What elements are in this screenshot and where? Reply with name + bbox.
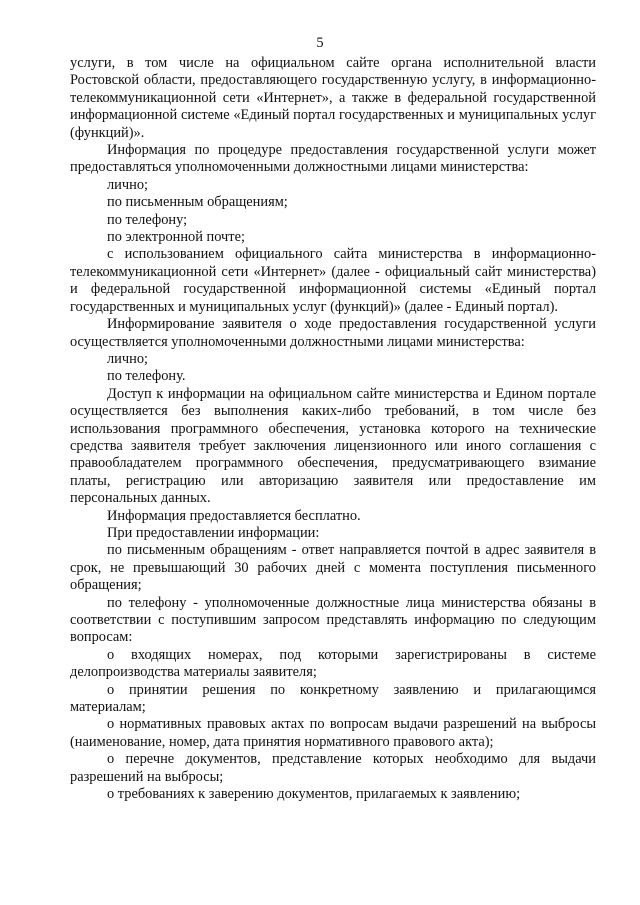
list-item: о входящих номерах, под которыми зарегистрированы в системе делопроизводства материалы заявителя; <box>70 646 596 681</box>
page-number: 5 <box>316 35 324 51</box>
paragraph: При предоставлении информации: <box>107 524 320 541</box>
list-item: о требованиях к заверению документов, прилагаемых к заявлению; <box>107 786 521 803</box>
list-item: по телефону. <box>107 368 186 385</box>
paragraph: услуги, в том числе на официальном сайте органа исполнительной власти Ростовской области, предоставляющего государственную услугу, в информационно-телекоммуникационной сети «Интернет», а также в федеральной государственной информационной системе «Единый портал государственных и муниципальных услуг (функций)». <box>70 55 596 141</box>
list-item: о принятии решения по конкретному заявлению и прилагающимся материалам; <box>70 681 596 716</box>
document-body <box>70 55 596 803</box>
list-item: лично; <box>107 350 149 367</box>
paragraph: с использованием официального сайта министерства в информационно-телекоммуникационной сети «Интернет» (далее - официальный сайт министерства) и федеральной государственной информационной системы «Единый портал государственных и муниципальных услуг (функций)» (далее - Единый портал). <box>70 246 596 315</box>
paragraph: Доступ к информации на официальном сайте министерства и Едином портале осуществляется без выполнения каких-либо требований, в том числе без использования программного обеспечения, установка которого на технические средства заявителя требует заключения лицензионного или иного соглашения с правообладателем программного обеспечения, предусматривающего взимание платы, регистрацию или авторизацию заявителя или предоставление им персональных данных. <box>70 385 596 507</box>
list-item: о нормативных правовых актах по вопросам выдачи разрешений на выбросы (наименование, номер, дата принятия нормативного правового акта); <box>70 716 596 750</box>
paragraph: Информация по процедуре предоставления государственной услуги может предоставляться уполномоченными должностными лицами министерства: <box>70 142 596 176</box>
list-item: по телефону; <box>107 211 188 228</box>
paragraph: Информация предоставляется бесплатно. <box>107 507 361 524</box>
list-item: по электронной почте; <box>107 229 245 246</box>
list-item: о перечне документов, представление которых необходимо для выдачи разрешений на выбросы; <box>70 751 596 785</box>
list-item: лично; <box>107 176 149 193</box>
paragraph: Информирование заявителя о ходе предоставления государственной услуги осуществляется уполномоченными должностными лицами министерства: <box>70 316 596 350</box>
list-item: по письменным обращениям; <box>107 194 288 211</box>
paragraph: по письменным обращениям - ответ направляется почтой в адрес заявителя в срок, не превышающий 30 рабочих дней с момента поступления письменного обращения; <box>70 542 596 594</box>
paragraph: по телефону - уполномоченные должностные лица министерства обязаны в соответствии с поступившим запросом представлять информацию по следующим вопросам: <box>70 594 596 646</box>
